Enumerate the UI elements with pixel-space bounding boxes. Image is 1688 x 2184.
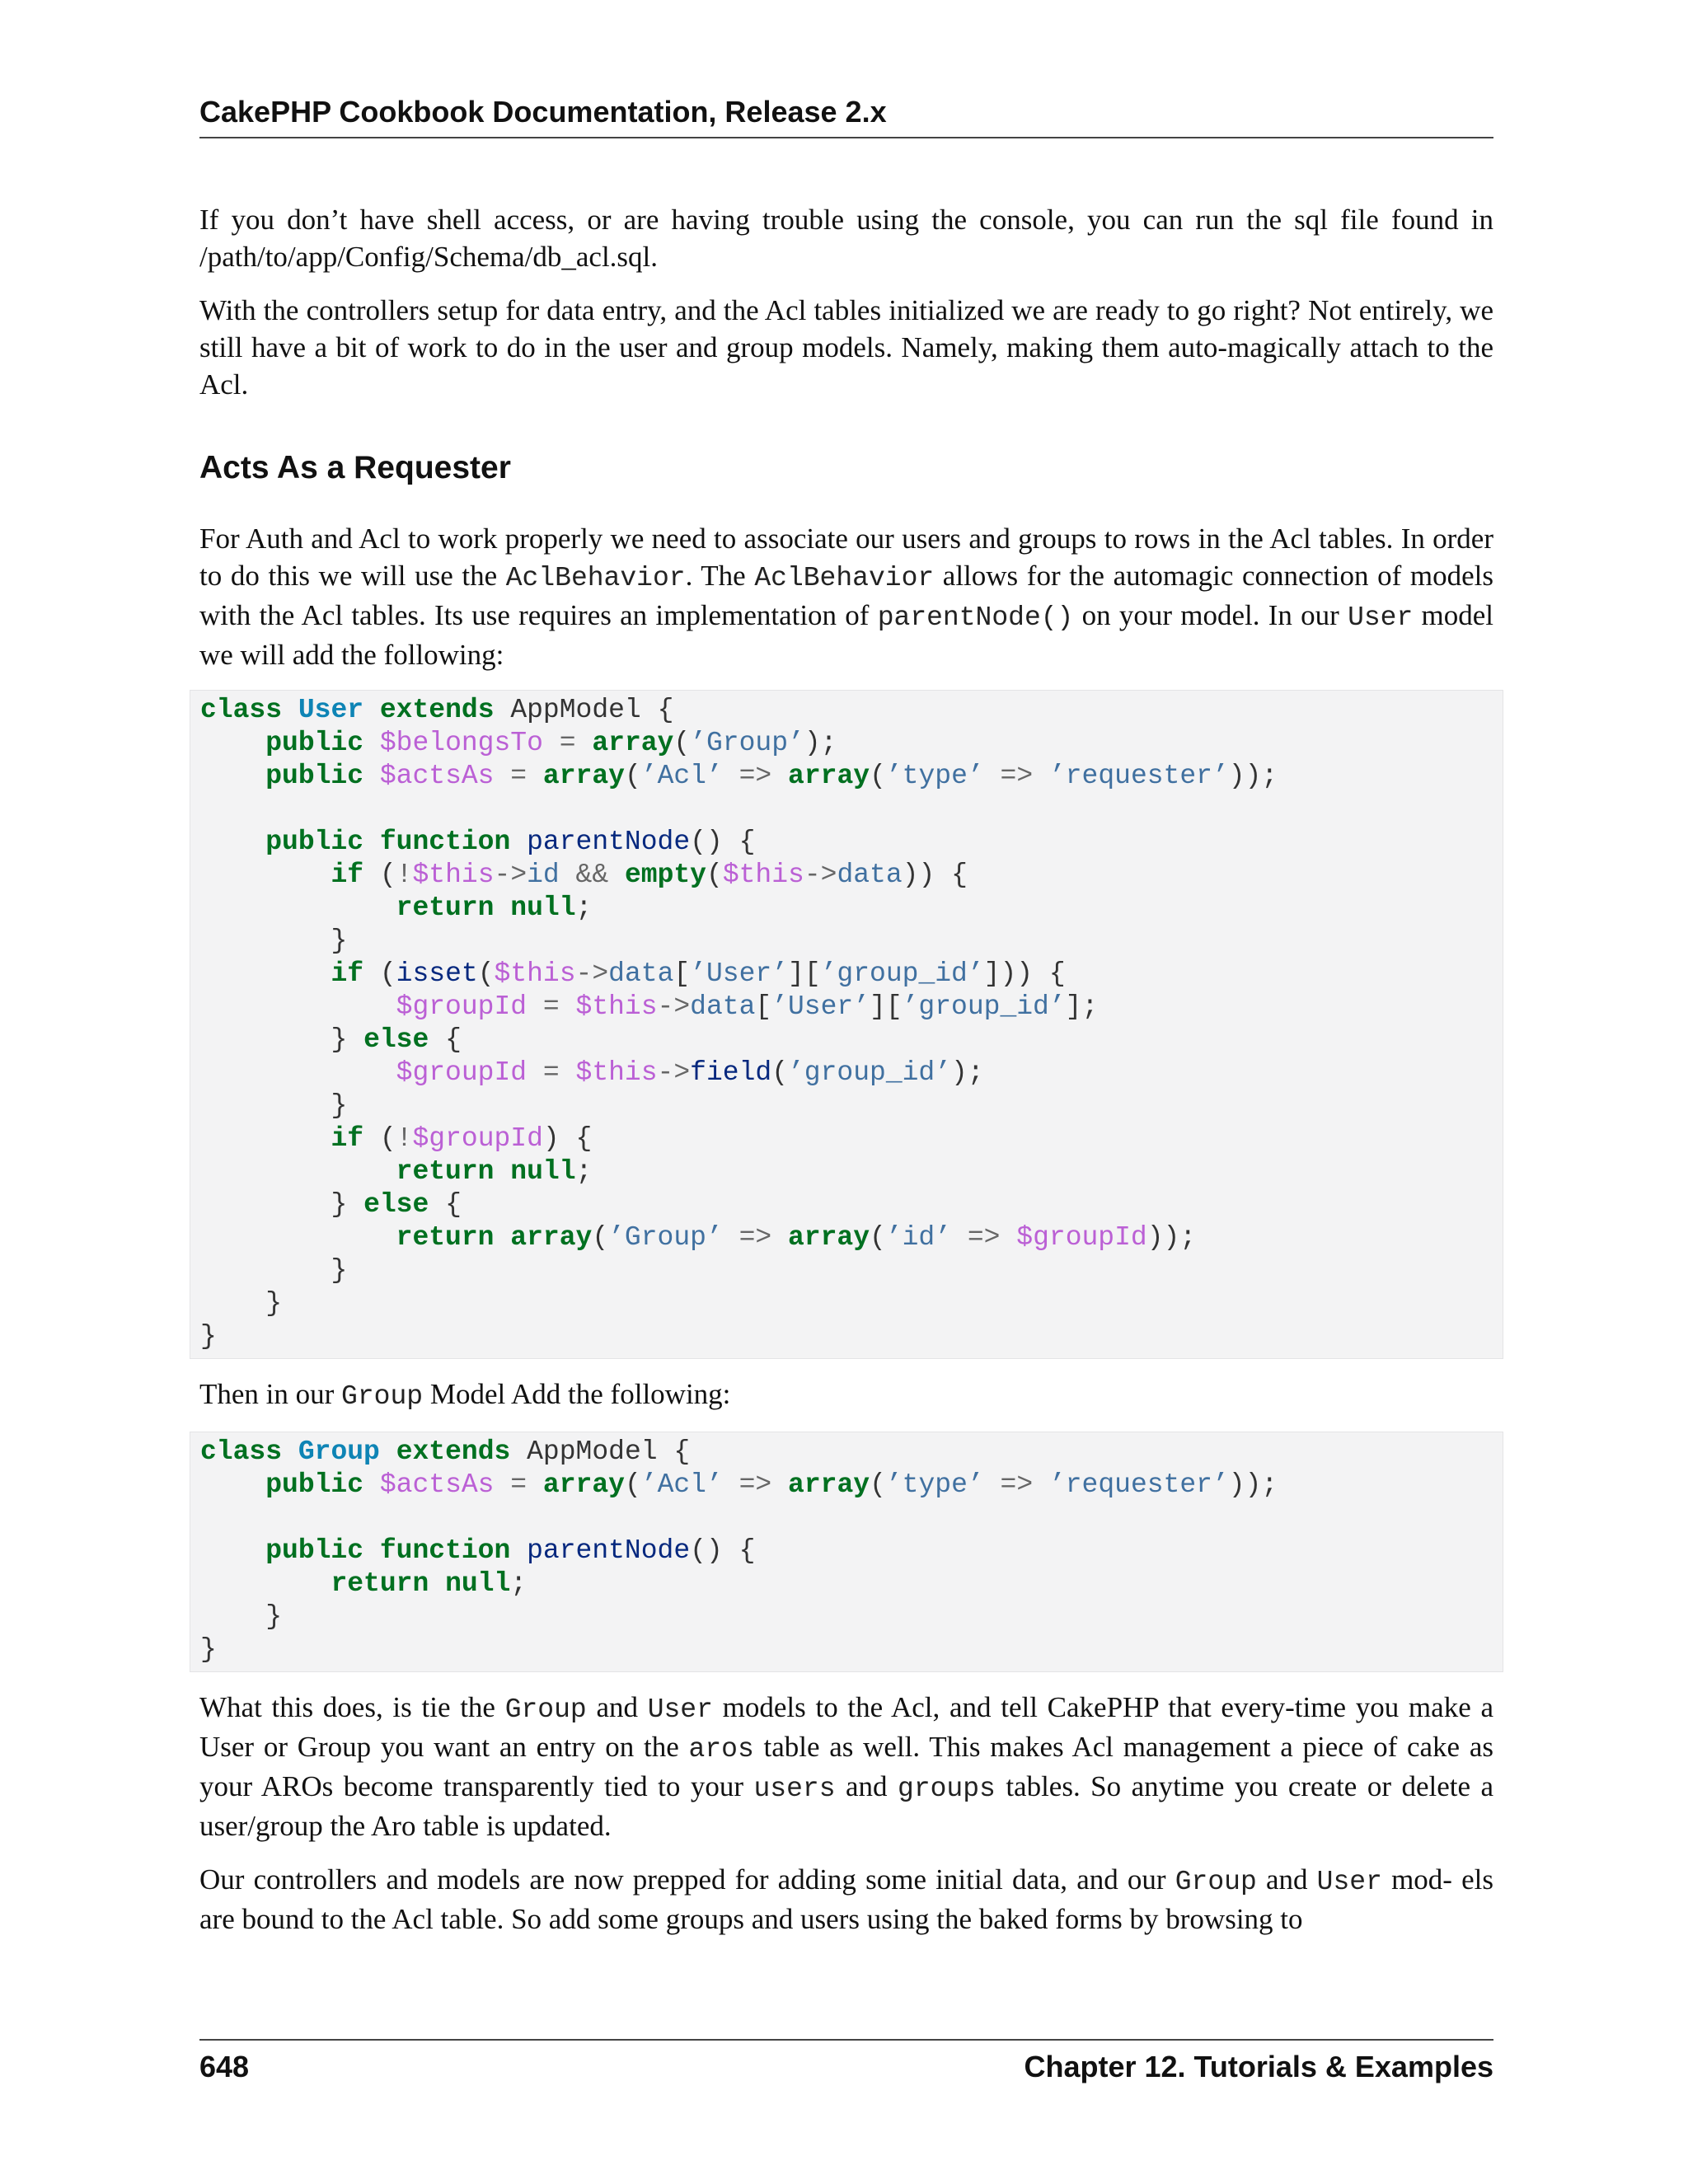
inline-code: User (1348, 602, 1414, 633)
running-header (199, 92, 1493, 138)
chapter-title: Chapter 12. Tutorials & Examples (1024, 2050, 1493, 2083)
inline-code: User (647, 1694, 713, 1725)
inline-code: AclBehavior (505, 563, 686, 593)
inline-code: User (1316, 1867, 1382, 1897)
header-title: CakePHP Cookbook Documentation, Release 2.x (199, 95, 887, 129)
section-heading: Acts As a Requester (199, 450, 511, 485)
inline-code: parentNode() (877, 602, 1074, 633)
page-number: 648 (199, 2050, 250, 2083)
inline-code: users (753, 1774, 836, 1804)
paragraph-acl-behavior: For Auth and Acl to work properly we need to associate our users and groups to rows in the Acl tables. In order to do this we will use the AclBehavior. The AclBehavior allows for the automagic connection of models with the Acl tables. Its use requires an implementation of parentNode() on your model. In our User model we will add the following: (199, 523, 1494, 671)
inline-code: AclBehavior (754, 563, 935, 593)
paragraph-prepped: Our controllers and models are now prepped for adding some initial data, and our Group and User mod- els are bound to the Acl table. So add some groups and users using the baked forms by browsing to (199, 1863, 1493, 1935)
inline-code: Group (1175, 1867, 1257, 1897)
inline-code: Group (341, 1381, 424, 1412)
inline-code: groups (898, 1774, 996, 1804)
running-footer (199, 2039, 1493, 2087)
paragraph-group-model: Then in our Group Model Add the following: (199, 1378, 731, 1412)
paragraph-what-this-does: What this does, is tie the Group and User models to the Acl, and tell CakePHP that every-time you make a User or Group you want an entry on the aros table as well. This makes Acl management a piece of cake as your AROs become transparently tied to your users and groups tables. So anytime you create or delete a user/group the Aro table is updated. (199, 1691, 1494, 1842)
code-block-user-model: class User extends AppModel { public $belongsTo = array(’Group’); public $actsAs = array(’Acl’ => array(’type’ => ’requester’)); public function parentNode() { if (!$this->id && empty($this->data)) { return null; } if (isset($this->data[’User’][’group_id’])) { $groupId = $this->data[’User’][’group_id’]; } else { $groupId = $this->field(’group_id’); } if (!$groupId) { return null; } else { return array(’Group’ => array(’id’ => $groupId)); } } } (190, 690, 1503, 1359)
paragraph-controllers-setup: With the controllers setup for data entry, and the Acl tables initialized we are ready to go right? Not entirely, we still have a bit of work to do in the user and group models. Namely, making them auto-magically attach to the Acl. (199, 294, 1493, 401)
page-body (199, 201, 1493, 1954)
inline-code: Group (504, 1694, 587, 1725)
paragraph-shell-access: If you don’t have shell access, or are having trouble using the console, you can run the sql file found in /path/to/app/Config/Schema/db_acl.sql. (199, 204, 1493, 273)
inline-code: aros (688, 1734, 754, 1765)
code-block-group-model: class Group extends AppModel { public $actsAs = array(’Acl’ => array(’type’ => ’requester’)); public function parentNode() { return null; } } (190, 1432, 1503, 1672)
